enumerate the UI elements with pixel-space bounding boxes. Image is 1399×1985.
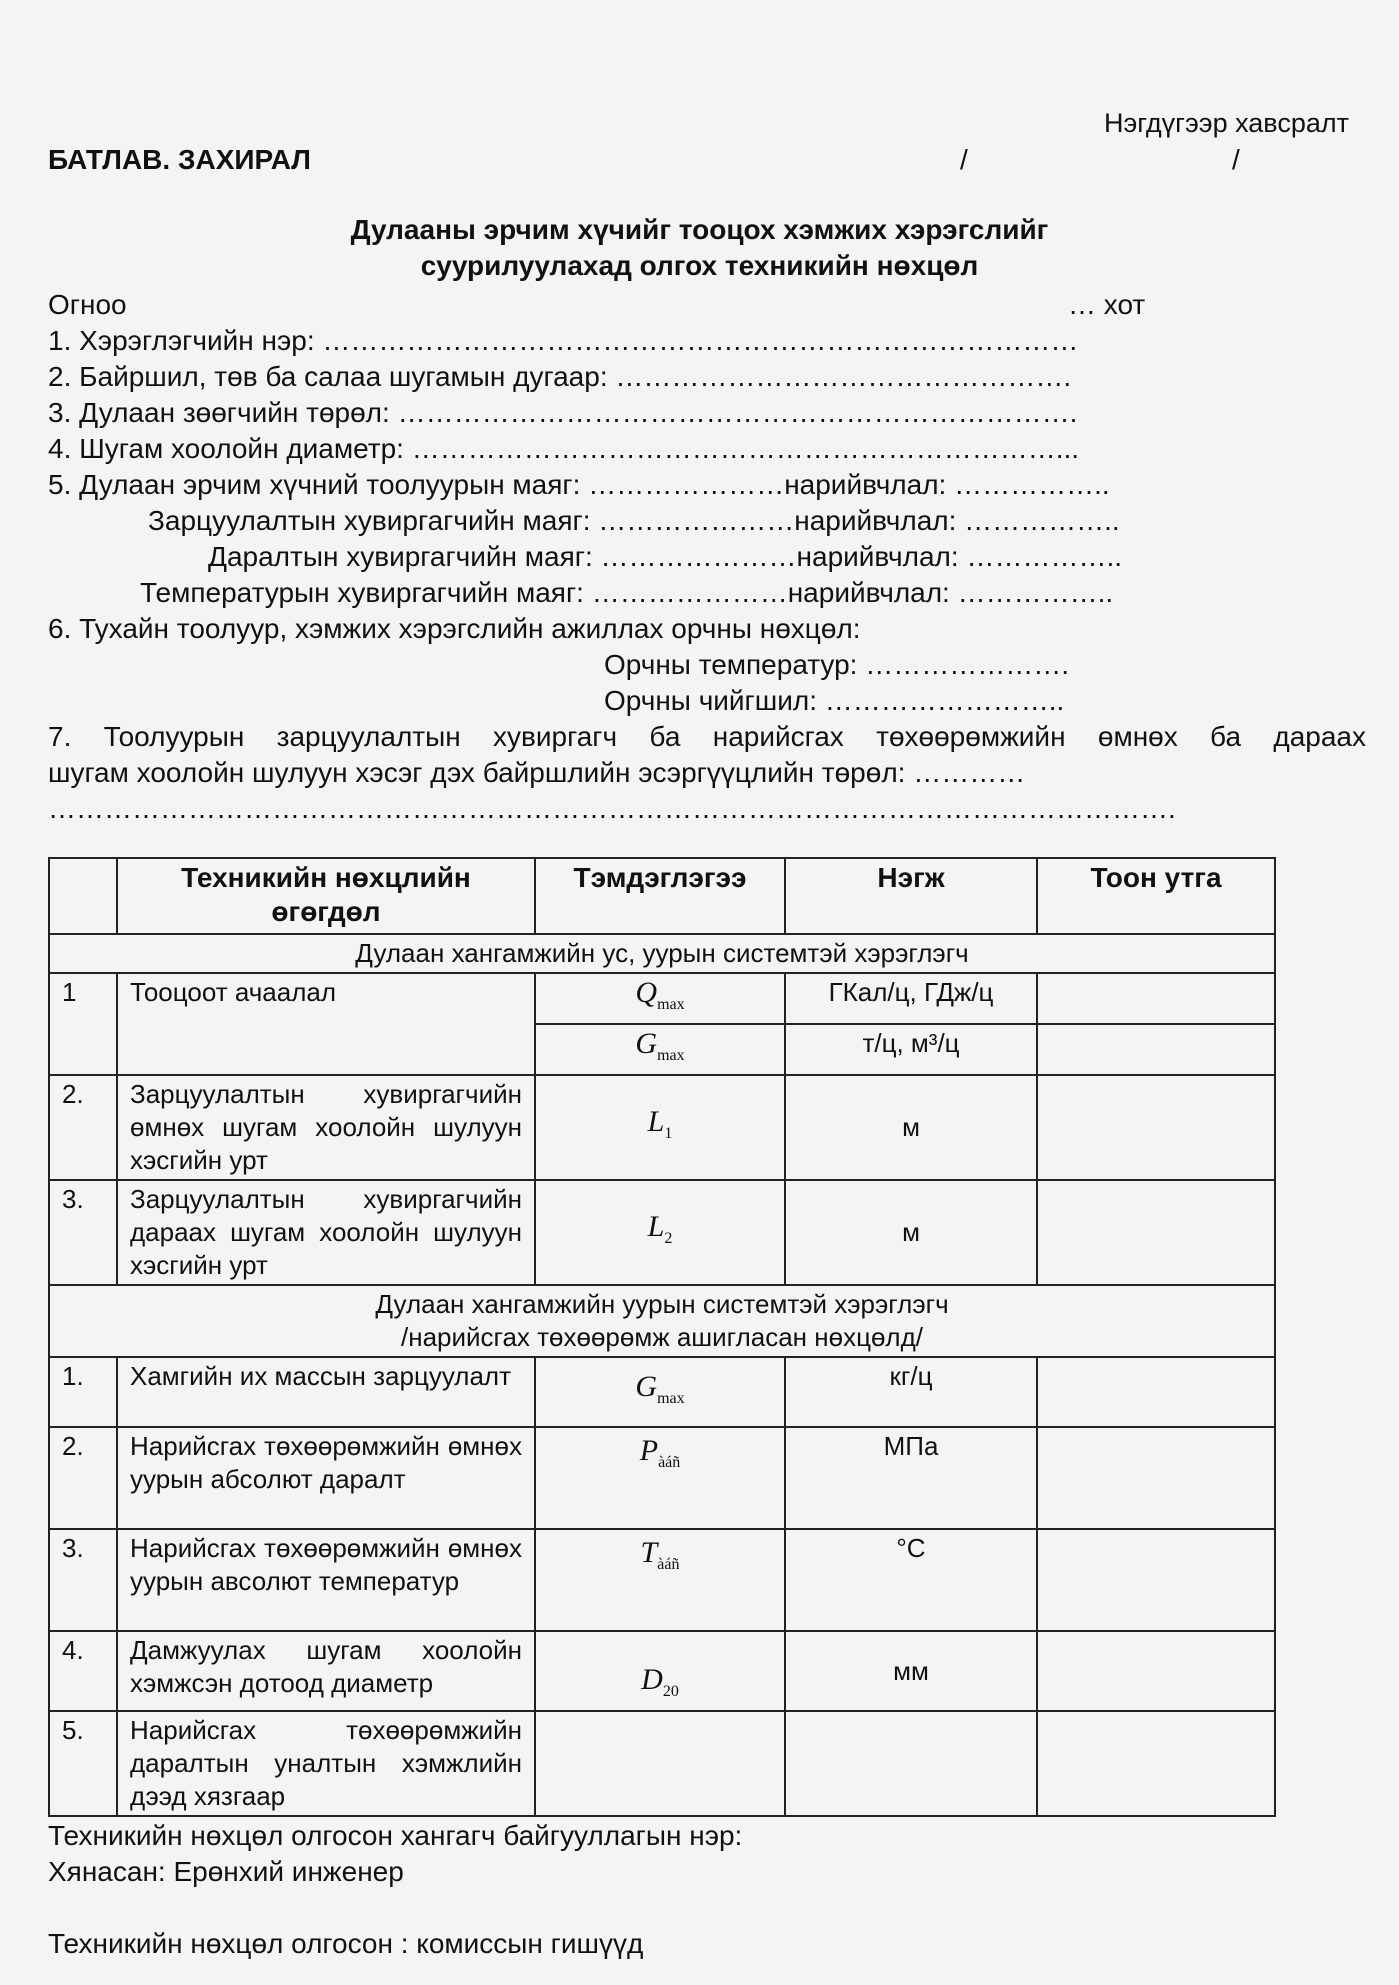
signature-slash: / bbox=[960, 144, 968, 175]
header-symbol: Тэмдэглэгээ bbox=[535, 858, 785, 934]
header-data: Техникийн нөхцлийн өгөгдөл bbox=[117, 858, 535, 934]
field-location: 2. Байршил, төв ба салаа шугамын дугаар: …………………………………………. bbox=[48, 361, 1072, 392]
table-row bbox=[49, 1075, 1275, 1180]
row-symbol: $T_{àáñ}$ bbox=[535, 1529, 785, 1631]
field-environment: 6. Тухайн тоолуур, хэмжих хэрэгслийн ажиллах орчны нөхцөл: bbox=[48, 613, 861, 644]
row-unit: ГКал/ц, ГДж/ц bbox=[785, 973, 1037, 1024]
row-description: Хамгийн их массын зарцуулалт bbox=[117, 1357, 535, 1427]
row-symbol: $L_1$ bbox=[535, 1075, 785, 1180]
row-value bbox=[1037, 1024, 1275, 1075]
row-value bbox=[1037, 1529, 1275, 1631]
row-number: 3. bbox=[49, 1180, 117, 1285]
row-number: 1 bbox=[49, 973, 117, 1075]
table-row bbox=[49, 1631, 1275, 1711]
row-value bbox=[1037, 973, 1275, 1024]
document-title-line1: Дулааны эрчим хүчийг тооцох хэмжих хэрэгслийг bbox=[350, 214, 1049, 245]
table-row bbox=[49, 1180, 1275, 1285]
section-title-line1: Дулаан хангамжийн уурын системтэй хэрэглэгч bbox=[375, 1289, 949, 1319]
row-description: Нарийсгах төхөөрөмжийн өмнөх уурын абсолют даралт bbox=[117, 1427, 535, 1529]
section-row bbox=[49, 934, 1275, 973]
field-pressure-transducer: Даралтын хувиргагчийн маяг: …………………нарийвчлал: …………….. bbox=[208, 541, 1123, 572]
header-value: Тоон утга bbox=[1037, 858, 1275, 934]
row-value bbox=[1037, 1357, 1275, 1427]
city-label: … хот bbox=[1068, 289, 1146, 320]
document-title-line2: суурилуулахад олгох техникийн нөхцөл bbox=[420, 250, 979, 281]
table-row bbox=[49, 1711, 1275, 1816]
row-symbol: $G_{max}$ bbox=[535, 1024, 785, 1075]
row-description: Зарцуулалтын хувиргагчийн дараах шугам хоолойн шулуун хэсгийн урт bbox=[117, 1180, 535, 1285]
footer-reviewed-by: Хянасан: Ерөнхий инженер bbox=[48, 1856, 404, 1887]
signature-slash: / bbox=[1232, 144, 1240, 175]
section-title bbox=[49, 1285, 1275, 1357]
table-row bbox=[49, 973, 1275, 1024]
row-symbol bbox=[535, 1711, 785, 1816]
header-unit: Нэгж bbox=[785, 858, 1037, 934]
header-num bbox=[49, 858, 117, 934]
field-heat-carrier: 3. Дулаан зөөгчийн төрөл: ………………………………………………………………. bbox=[48, 397, 1078, 428]
row-description: Нарийсгах төхөөрөмжийн өмнөх уурын авсолют температур bbox=[117, 1529, 535, 1631]
field-meter-model: 5. Дулаан эрчим хүчний тоолуурын маяг: …………………нарийвчлал: …………….. bbox=[48, 469, 1110, 500]
row-number: 4. bbox=[49, 1631, 117, 1711]
row-unit: мм bbox=[785, 1631, 1037, 1711]
row-number: 1. bbox=[49, 1357, 117, 1427]
table-header-row bbox=[49, 858, 1275, 934]
row-number: 5. bbox=[49, 1711, 117, 1816]
approve-label: БАТЛАВ. ЗАХИРАЛ bbox=[48, 144, 311, 175]
field-pipe-diameter: 4. Шугам хоолойн диаметр: ……………………………………………………………... bbox=[48, 433, 1080, 464]
row-value bbox=[1037, 1075, 1275, 1180]
row-unit: м bbox=[785, 1075, 1037, 1180]
row-symbol: $L_2$ bbox=[535, 1180, 785, 1285]
row-description: Тооцоот ачаалал bbox=[117, 973, 535, 1075]
section-title-line2: /нарийсгах төхөөрөмж ашигласан нөхцөлд/ bbox=[400, 1322, 923, 1352]
row-number: 2. bbox=[49, 1075, 117, 1180]
field-consumer-name: 1. Хэрэглэгчийн нэр: ……………………………………………………………………… bbox=[48, 325, 1079, 356]
table-row bbox=[49, 1529, 1275, 1631]
date-label: Огноо bbox=[48, 289, 127, 320]
row-unit: м bbox=[785, 1180, 1037, 1285]
row-symbol: $G_{max}$ bbox=[535, 1357, 785, 1427]
row-unit: кг/ц bbox=[785, 1357, 1037, 1427]
field-flow-transducer: Зарцуулалтын хувиргагчийн маяг: …………………нарийвчлал: …………….. bbox=[148, 505, 1120, 536]
row-unit: °C bbox=[785, 1529, 1037, 1631]
field-ambient-temperature: Орчны температур: …………………. bbox=[604, 649, 1070, 680]
footer-supplier-name: Техникийн нөхцөл олгосон хангагч байгууллагын нэр: bbox=[48, 1820, 743, 1851]
table-row bbox=[49, 1357, 1275, 1427]
row-value bbox=[1037, 1631, 1275, 1711]
row-description: Нарийсгах төхөөрөмжийн даралтын уналтын хэмжлийн дээд хязгаар bbox=[117, 1711, 535, 1816]
row-unit bbox=[785, 1711, 1037, 1816]
row-number: 3. bbox=[49, 1529, 117, 1631]
row-description: Зарцуулалтын хувиргагчийн өмнөх шугам хоолойн шулуун хэсгийн урт bbox=[117, 1075, 535, 1180]
row-value bbox=[1037, 1711, 1275, 1816]
row-symbol: $D_{20}$ bbox=[535, 1631, 785, 1711]
annex-label: Нэгдүгээр хавсралт bbox=[1104, 108, 1349, 138]
row-number: 2. bbox=[49, 1427, 117, 1529]
row-value bbox=[1037, 1180, 1275, 1285]
row-value bbox=[1037, 1427, 1275, 1529]
section-row bbox=[49, 1285, 1275, 1357]
field-ambient-humidity: Орчны чийгшил: …………………….. bbox=[604, 685, 1065, 716]
field-straight-section-cont: шугам хоолойн шулуун хэсэг дэх байршлийн эсэргүүцлийн төрөл: ………… bbox=[48, 757, 1026, 788]
section-title: Дулаан хангамжийн ус, уурын системтэй хэрэглэгч bbox=[49, 934, 1275, 973]
footer-commission-members: Техникийн нөхцөл олгосон : комиссын гишүүд bbox=[48, 1928, 644, 1959]
row-symbol: $P_{àáñ}$ bbox=[535, 1427, 785, 1529]
field-straight-section: 7. Тоолуурын зарцуулалтын хувиргагч ба нарийсгах төхөөрөмжийн өмнөх ба дараах bbox=[48, 721, 1366, 752]
field-temperature-transducer: Температурын хувиргагчийн маяг: …………………нарийвчлал: …………….. bbox=[140, 577, 1114, 608]
technical-conditions-table bbox=[48, 857, 1276, 1817]
table-row bbox=[49, 1427, 1275, 1529]
row-symbol: $Q_{max}$ bbox=[535, 973, 785, 1024]
row-unit: т/ц, м³/ц bbox=[785, 1024, 1037, 1075]
row-unit: МПа bbox=[785, 1427, 1037, 1529]
field-blank-line: …………………………………………………………………………………………………………. bbox=[48, 793, 1176, 824]
row-description: Дамжуулах шугам хоолойн хэмжсэн дотоод диаметр bbox=[117, 1631, 535, 1711]
